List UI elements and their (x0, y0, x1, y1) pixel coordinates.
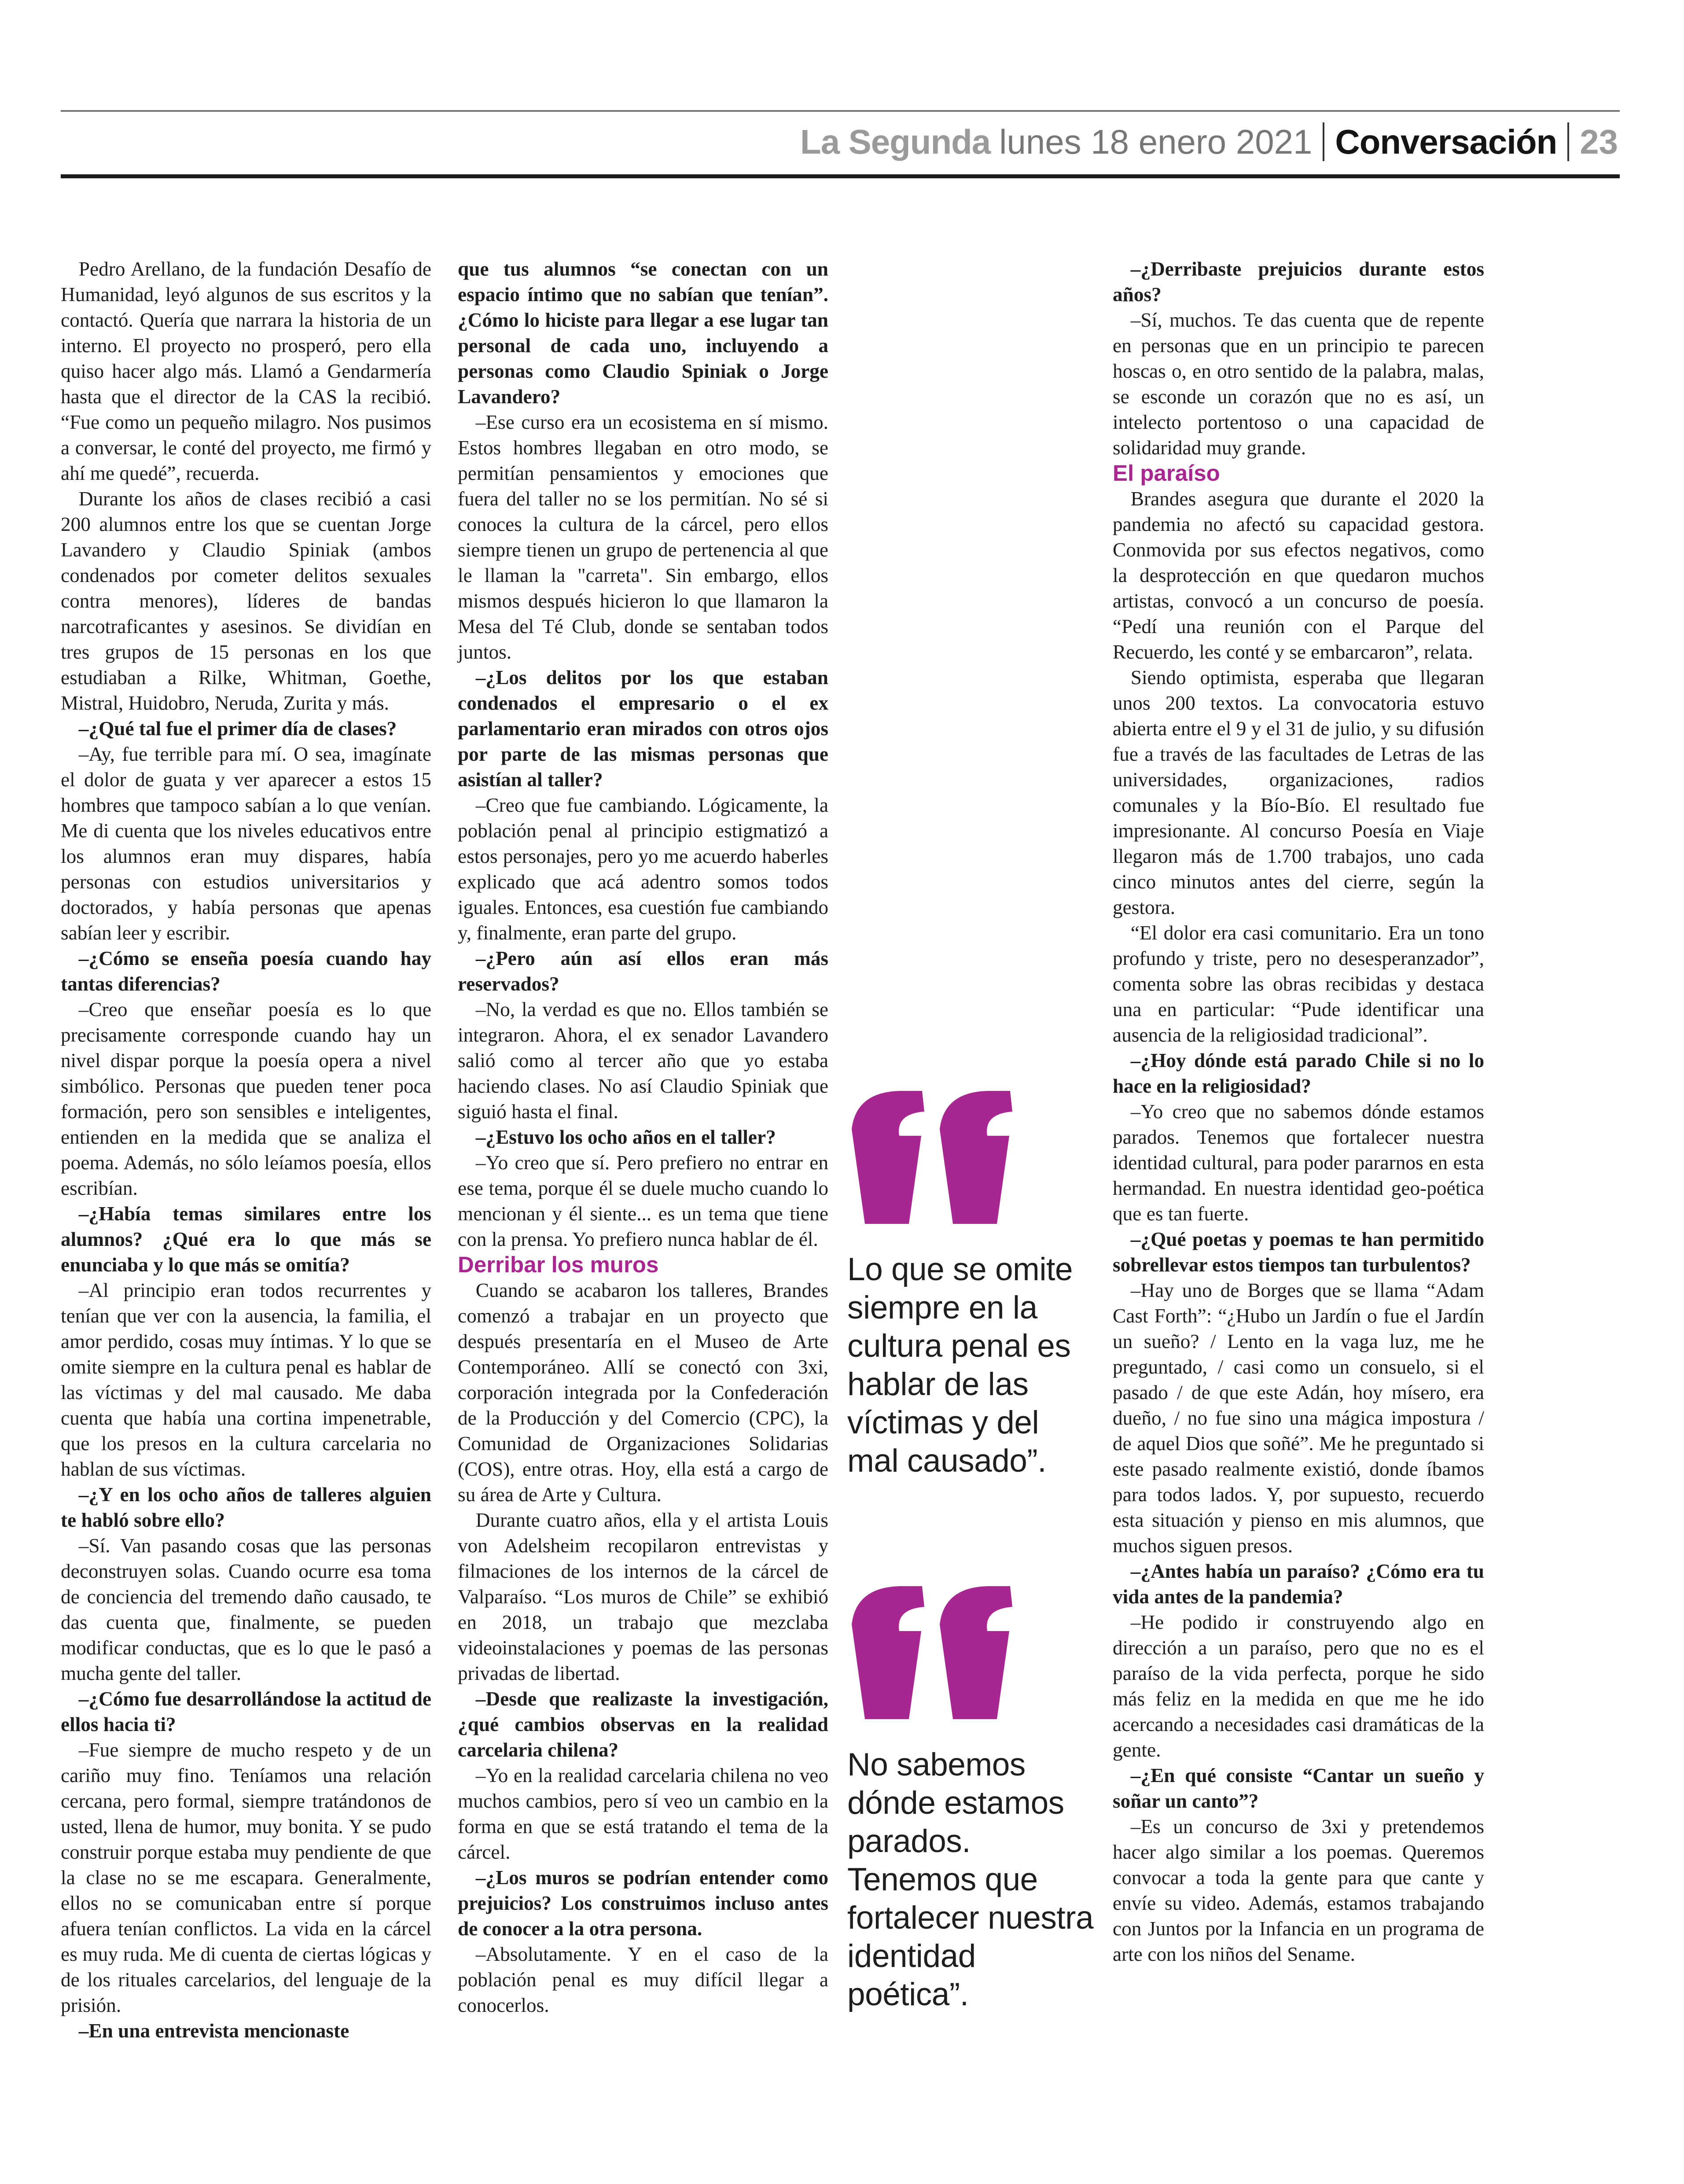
body-paragraph: Durante los años de clases recibió a casi 200 alumnos entre los que se cuentan Jorge Lavandero y Claudio Spiniak (ambos condenados por cometer delitos sexuales contra menores), líderes de bandas narcotraficantes y asesinos. Se dividían en tres grupos de 15 personas en los que estudiaban a Rilke, Whitman, Goethe, Mistral, Huidobro, Neruda, Zurita y más. (61, 488, 431, 714)
body-paragraph: –Hay uno de Borges que se llama “Adam Cast Forth”: “¿Hubo un Jardín o fue el Jardín un sueño? / Lento en la vaga luz, me he preguntado, / casi como un consuelo, si el pasado / de que este Adán, hoy mísero, era dueño, / no fue sino una mágica impostura / de aquel Dios que soñé”. Me he preguntado si este pasado realmente existió, donde íbamos para todos lados. Y, por supuesto, recuerdo esta situación y pienso en mis alumnos, que muchos siguen presos. (1113, 1279, 1484, 1557)
body-paragraph: –Yo en la realidad carcelaria chilena no veo muchos cambios, pero sí veo un cambio en la forma en que se está tratando el tema de la cárcel. (458, 1764, 828, 1863)
body-paragraph: Pedro Arellano, de la fundación Desafío de Humanidad, leyó algunos de sus escritos y la contactó. Quería que narrara la historia de un interno. El proyecto no prosperó, pero ella quiso hacer algo más. Llamó a Gendarmería hasta que el director de la CAS la recibió. “Fue como un pequeño milagro. Nos pusimos a conversar, le conté del proyecto, me firmó y ahí me quedé”, recuerda. (61, 258, 431, 484)
interview-question: –¿Los muros se podrían entender como prejuicios? Los construimos incluso antes de conocer a la otra persona. (458, 1867, 828, 1940)
pull-quote-text: Lo que se omite siempre en la cultura penal es hablar de las víctimas y del mal causado”. (847, 1252, 1073, 1479)
interview-question: que tus alumnos “se conectan con un espacio íntimo que no sabían que tenían”. ¿Cómo lo hiciste para llegar a ese lugar tan personal de cada uno, incluyendo a personas como Claudio Spiniak o Jorge Lavandero? (458, 258, 828, 408)
article-column-1 (61, 256, 431, 2044)
interview-question: –¿Cómo se enseña poesía cuando hay tantas diferencias? (61, 947, 431, 995)
body-paragraph: –Fue siempre de mucho respeto y de un cariño muy fino. Teníamos una relación cercana, pero formal, siempre tratándonos de usted, llena de humor, muy bonita. Y se pudo construir porque estaba muy pendiente de que la clase no se me escapara. Generalmente, ellos no se comunicaban entre sí porque afuera tenían conflictos. La vida en la cárcel es muy ruda. Me di cuenta de ciertas lógicas y de los rituales carcelarios, del lenguaje de la prisión. (61, 1739, 431, 2016)
interview-question: –¿Qué poetas y poemas te han permitido sobrellevar estos tiempos tan turbulentos? (1113, 1228, 1484, 1276)
header-separator (1567, 122, 1569, 161)
interview-question: –¿Derribaste prejuicios durante estos años? (1113, 258, 1484, 306)
header-separator (1323, 122, 1324, 161)
article-column-2 (458, 256, 828, 2018)
header-top-rule (61, 110, 1620, 112)
body-paragraph: –Ay, fue terrible para mí. O sea, imagínate el dolor de guata y ver aparecer a estos 15 hombres que tampoco sabían a lo que venían. Me di cuenta que los niveles educativos entre los alumnos eran muy dispares, había personas con estudios universitarios y doctorados, y había personas que apenas sabían leer y escribir. (61, 743, 431, 944)
pull-quote (847, 1087, 1094, 1480)
interview-question: –¿Cómo fue desarrollándose la actitud de ellos hacia ti? (61, 1688, 431, 1735)
body-paragraph: –No, la verdad es que no. Ellos también se integraron. Ahora, el ex senador Lavandero salió como al tercer año que yo estaba haciendo clases. No así Claudio Spiniak que siguió hasta el final. (458, 998, 828, 1123)
interview-question: –¿Y en los ocho años de talleres alguien te habló sobre ello? (61, 1484, 431, 1531)
body-paragraph: –Al principio eran todos recurrentes y tenían que ver con la ausencia, la familia, el amor perdido, cosas muy íntimas. Y lo que se omite siempre en la cultura penal es hablar de las víctimas y del mal causado. Me daba cuenta que había una cortina impenetrable, que los presos en la cultura carcelaria no hablan de sus víctimas. (61, 1279, 431, 1480)
issue-date: lunes 18 enero 2021 (999, 122, 1313, 161)
interview-question: –¿Los delitos por los que estaban condenados el empresario o el ex parlamentario eran mirados con otros ojos por parte de las mismas personas que asistían al taller? (458, 667, 828, 791)
body-paragraph: –Sí, muchos. Te das cuenta que de repente en personas que en un principio te parecen hoscas o, en otro sentido de la palabra, malas, se esconde un corazón que no es así, un intelecto portentoso o una capacidad de solidaridad muy grande. (1113, 309, 1484, 459)
quote-mark-icon (847, 1583, 1023, 1719)
body-paragraph: Durante cuatro años, ella y el artista Louis von Adelsheim recopilaron entrevistas y filmaciones de los internos de la cárcel de Valparaíso. “Los muros de Chile” se exhibió en 2018, un trabajo que mezclaba videoinstalaciones y poemas de las personas privadas de libertad. (458, 1509, 828, 1684)
body-paragraph: –Yo creo que sí. Pero prefiero no entrar en ese tema, porque él se duele mucho cuando lo mencionan y él siente... es un tema que tiene con la prensa. Yo prefiero nunca hablar de él. (458, 1152, 828, 1250)
body-paragraph: –Creo que enseñar poesía es lo que precisamente corresponde cuando hay un nivel dispar porque la poesía opera a nivel simbólico. Personas que pueden tener poca formación, pero son sensibles e inteligentes, entienden en la medida que se analiza el poema. Además, no sólo leíamos poesía, ellos escribían. (61, 998, 431, 1199)
article-column-3 (1113, 256, 1484, 1967)
interview-question: –¿Qué tal fue el primer día de clases? (78, 718, 397, 740)
body-paragraph: “El dolor era casi comunitario. Era un tono profundo y triste, pero no desesperanzador”, comenta sobre las obras recibidas y destaca una en particular: “Pude identificar una ausencia de la religiosidad tradicional”. (1113, 922, 1484, 1046)
section-name: Conversación (1335, 122, 1557, 161)
page-header (800, 115, 1618, 168)
interview-question: –¿Pero aún así ellos eran más reservados? (458, 947, 828, 995)
body-paragraph: –Creo que fue cambiando. Lógicamente, la población penal al principio estigmatizó a estos personajes, pero yo me acuerdo haberles explicado que acá adentro somos todos iguales. Entonces, esa cuestión fue cambiando y, finalmente, eran parte del grupo. (458, 794, 828, 944)
interview-question: –En una entrevista mencionaste (78, 2020, 349, 2042)
interview-question: –¿Estuvo los ocho años en el taller? (475, 1126, 776, 1148)
body-paragraph: Cuando se acabaron los talleres, Brandes comenzó a trabajar en un proyecto que después presentaría en el Museo de Arte Contemporáneo. Allí se conectó con 3xi, corporación integrada por la Confederación de la Producción y del Comercio (CPC), la Comunidad de Organizaciones Solidarias (COS), entre otras. Hoy, ella está a cargo de su área de Arte y Cultura. (458, 1279, 828, 1506)
interview-question: –¿Hoy dónde está parado Chile si no lo hace en la religiosidad? (1113, 1050, 1484, 1097)
section-subheading: Derribar los muros (458, 1252, 659, 1277)
body-paragraph: Brandes asegura que durante el 2020 la pandemia no afectó su capacidad gestora. Conmovida por sus efectos negativos, como la desprotección en que quedaron muchos artistas, convocó a un concurso de poesía. “Pedí una reunión con el Parque del Recuerdo, les conté y se embarcaron”, relata. (1113, 488, 1484, 663)
newspaper-name: La Segunda (800, 122, 991, 161)
body-paragraph: –Ese curso era un ecosistema en sí mismo. Estos hombres llegaban en otro modo, se permitían pensamientos y emociones que fuera del taller no se los permitían. No sé si conoces la cultura de la cárcel, pero ellos siempre tienen un grupo de pertenencia al que le llaman la "carreta". Sin embargo, ellos mismos después hicieron lo que llamaron la Mesa del Té Club, donde se sentaban todos juntos. (458, 411, 828, 663)
interview-question: –¿Antes había un paraíso? ¿Cómo era tu vida antes de la pandemia? (1113, 1560, 1484, 1608)
interview-question: –¿Había temas similares entre los alumnos? ¿Qué era lo que más se enunciaba y lo que más se omitía? (61, 1203, 431, 1276)
section-subheading: El paraíso (1113, 460, 1220, 486)
pull-quote-text: No sabemos dónde estamos parados. Tenemos que fortalecer nuestra identidad poética”. (847, 1747, 1094, 2012)
pull-quote (847, 1583, 1094, 2014)
body-paragraph: –Absolutamente. Y en el caso de la población penal es muy difícil llegar a conocerlos. (458, 1943, 828, 2016)
body-paragraph: –Sí. Van pasando cosas que las personas deconstruyen solas. Cuando ocurre esa toma de conciencia del tremendo daño causado, te das cuenta que, finalmente, se pueden modificar conductas, que es lo que le pasó a mucha gente del taller. (61, 1535, 431, 1684)
body-paragraph: –Es un concurso de 3xi y pretendemos hacer algo similar a los poemas. Queremos convocar a toda la gente para que cante y envíe su video. Además, estamos trabajando con Juntos por la Infancia en un programa de arte con los niños del Sename. (1113, 1816, 1484, 1965)
quote-mark-icon (847, 1087, 1023, 1224)
body-paragraph: –Yo creo que no sabemos dónde estamos parados. Tenemos que fortalecer nuestra identidad cultural, para poder pararnos en esta hermandad. En nuestra identidad geo-poética que es tan fuerte. (1113, 1101, 1484, 1225)
interview-question: –¿En qué consiste “Cantar un sueño y soñar un canto”? (1113, 1764, 1484, 1812)
page-number: 23 (1580, 122, 1618, 161)
interview-question: –Desde que realizaste la investigación, ¿qué cambios observas en la realidad carcelaria chilena? (458, 1688, 828, 1761)
body-paragraph: –He podido ir construyendo algo en dirección a un paraíso, pero que no es el paraíso de la vida perfecta, porque he sido más feliz en la medida en que me he ido acercando a necesidades casi dramáticas de la gente. (1113, 1611, 1484, 1761)
header-bottom-rule (61, 174, 1620, 178)
body-paragraph: Siendo optimista, esperaba que llegaran unos 200 textos. La convocatoria estuvo abierta entre el 9 y el 31 de julio, y su difusión fue a través de las facultades de Letras de las universidades, organizaciones, radios comunales y la Bío-Bío. El resultado fue impresionante. Al concurso Poesía en Viaje llegaron más de 1.700 trabajos, uno cada cinco minutos antes del cierre, según la gestora. (1113, 667, 1484, 918)
